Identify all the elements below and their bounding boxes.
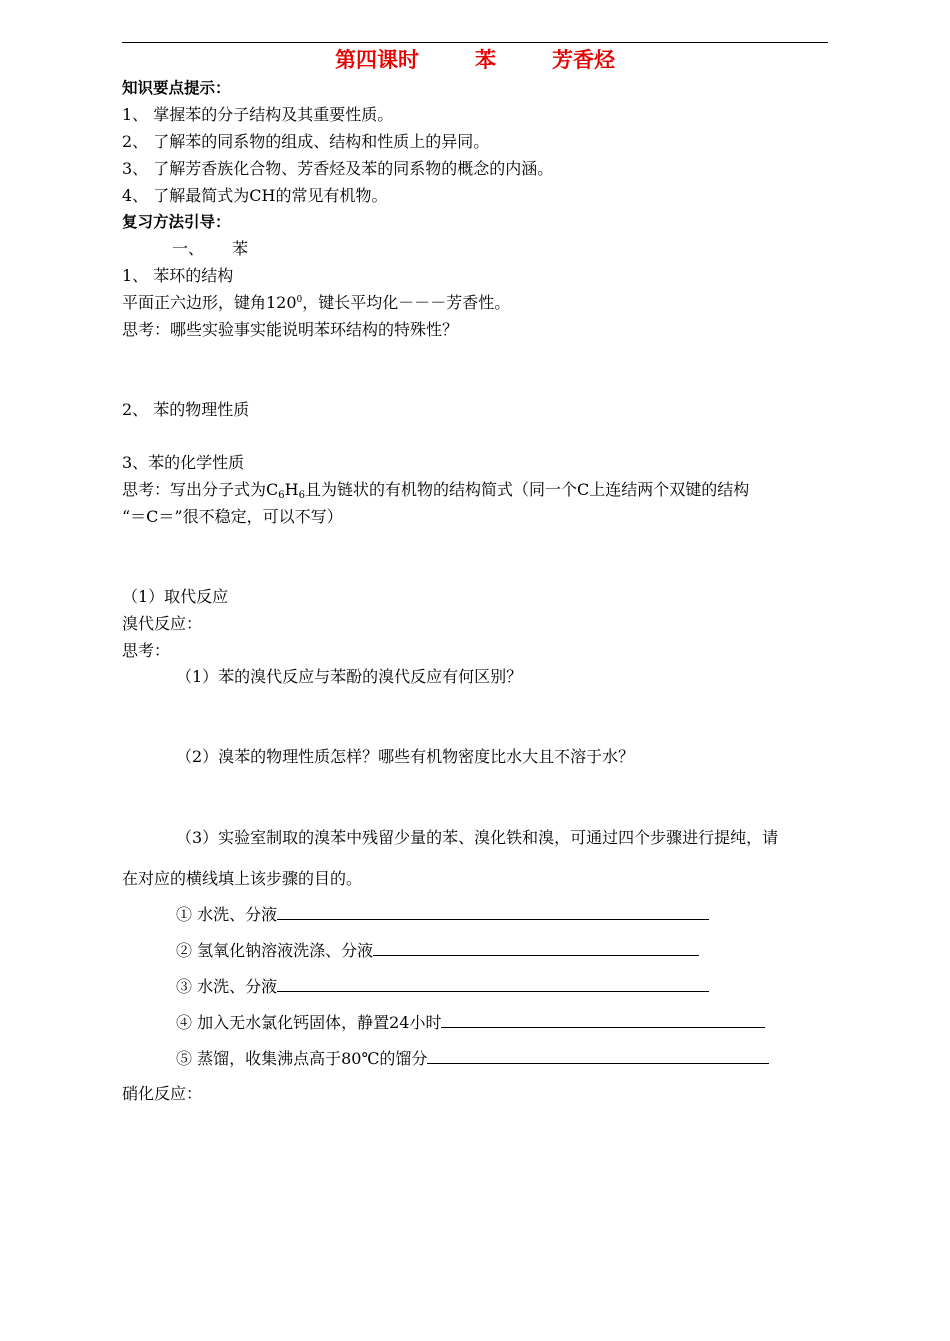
think-c6h6: 思考：写出分子式为$C_6H_6$且为链状的有机物的结构简式（同一个C上连结两个双键的结构 xyxy=(122,480,750,501)
answer-blank[interactable] xyxy=(277,903,709,920)
answer-blank[interactable] xyxy=(277,975,709,992)
section-title: 苯 xyxy=(232,239,249,258)
think-c6h6-cont: “＝C＝”很不稳定，可以不写） xyxy=(122,507,343,526)
step-2: ② 氢氧化钠溶液洗涤、分液 xyxy=(176,939,699,962)
substitution-heading: （1）取代反应 xyxy=(122,587,229,606)
step-4: ④ 加入无水氯化钙固体，静置24小时 xyxy=(176,1011,765,1034)
answer-blank[interactable] xyxy=(427,1047,769,1064)
step-3: ③ 水洗、分液 xyxy=(176,975,709,998)
knowledge-item: 1、 掌握苯的分子结构及其重要性质。 xyxy=(122,105,394,124)
think-label: 思考： xyxy=(122,641,171,660)
question-2: （2）溴苯的物理性质怎样？哪些有机物密度比水大且不溶于水？ xyxy=(176,747,635,766)
answer-blank[interactable] xyxy=(373,939,699,956)
title-lesson: 第四课时 xyxy=(335,48,419,72)
chemical-properties-heading: 3、苯的化学性质 xyxy=(122,453,245,472)
physical-properties-heading: 2、 苯的物理性质 xyxy=(122,400,250,419)
top-rule xyxy=(122,42,828,43)
section-number: 一、 xyxy=(172,239,205,258)
knowledge-item: 3、 了解芳香族化合物、芳香烃及苯的同系物的概念的内涵。 xyxy=(122,159,554,178)
question-3-cont: 在对应的横线填上该步骤的目的。 xyxy=(122,869,363,888)
bromination-label: 溴代反应： xyxy=(122,614,203,633)
review-heading: 复习方法引导： xyxy=(122,213,231,231)
title-aromatic: 芳香烃 xyxy=(552,48,615,72)
knowledge-item: 2、 了解苯的同系物的组成、结构和性质上的异同。 xyxy=(122,132,490,151)
page-title xyxy=(0,46,950,74)
knowledge-heading: 知识要点提示： xyxy=(122,79,231,97)
title-benzene: 苯 xyxy=(475,48,496,72)
benzene-structure-heading: 1、 苯环的结构 xyxy=(122,266,234,285)
nitration-label: 硝化反应： xyxy=(122,1084,203,1103)
think-structure: 思考：哪些实验事实能说明苯环结构的特殊性？ xyxy=(122,320,459,339)
answer-blank[interactable] xyxy=(441,1011,765,1028)
question-3: （3）实验室制取的溴苯中残留少量的苯、溴化铁和溴，可通过四个步骤进行提纯，请 xyxy=(176,828,779,847)
benzene-structure-text: 平面正六边形，键角$120^0$，键长平均化－－－芳香性。 xyxy=(122,293,511,312)
step-1: ① 水洗、分液 xyxy=(176,903,709,926)
step-5: ⑤ 蒸馏，收集沸点高于80℃的馏分 xyxy=(176,1047,769,1070)
question-1: （1）苯的溴代反应与苯酚的溴代反应有何区别？ xyxy=(176,667,523,686)
knowledge-item: 4、 了解最简式为CH的常见有机物。 xyxy=(122,186,388,205)
